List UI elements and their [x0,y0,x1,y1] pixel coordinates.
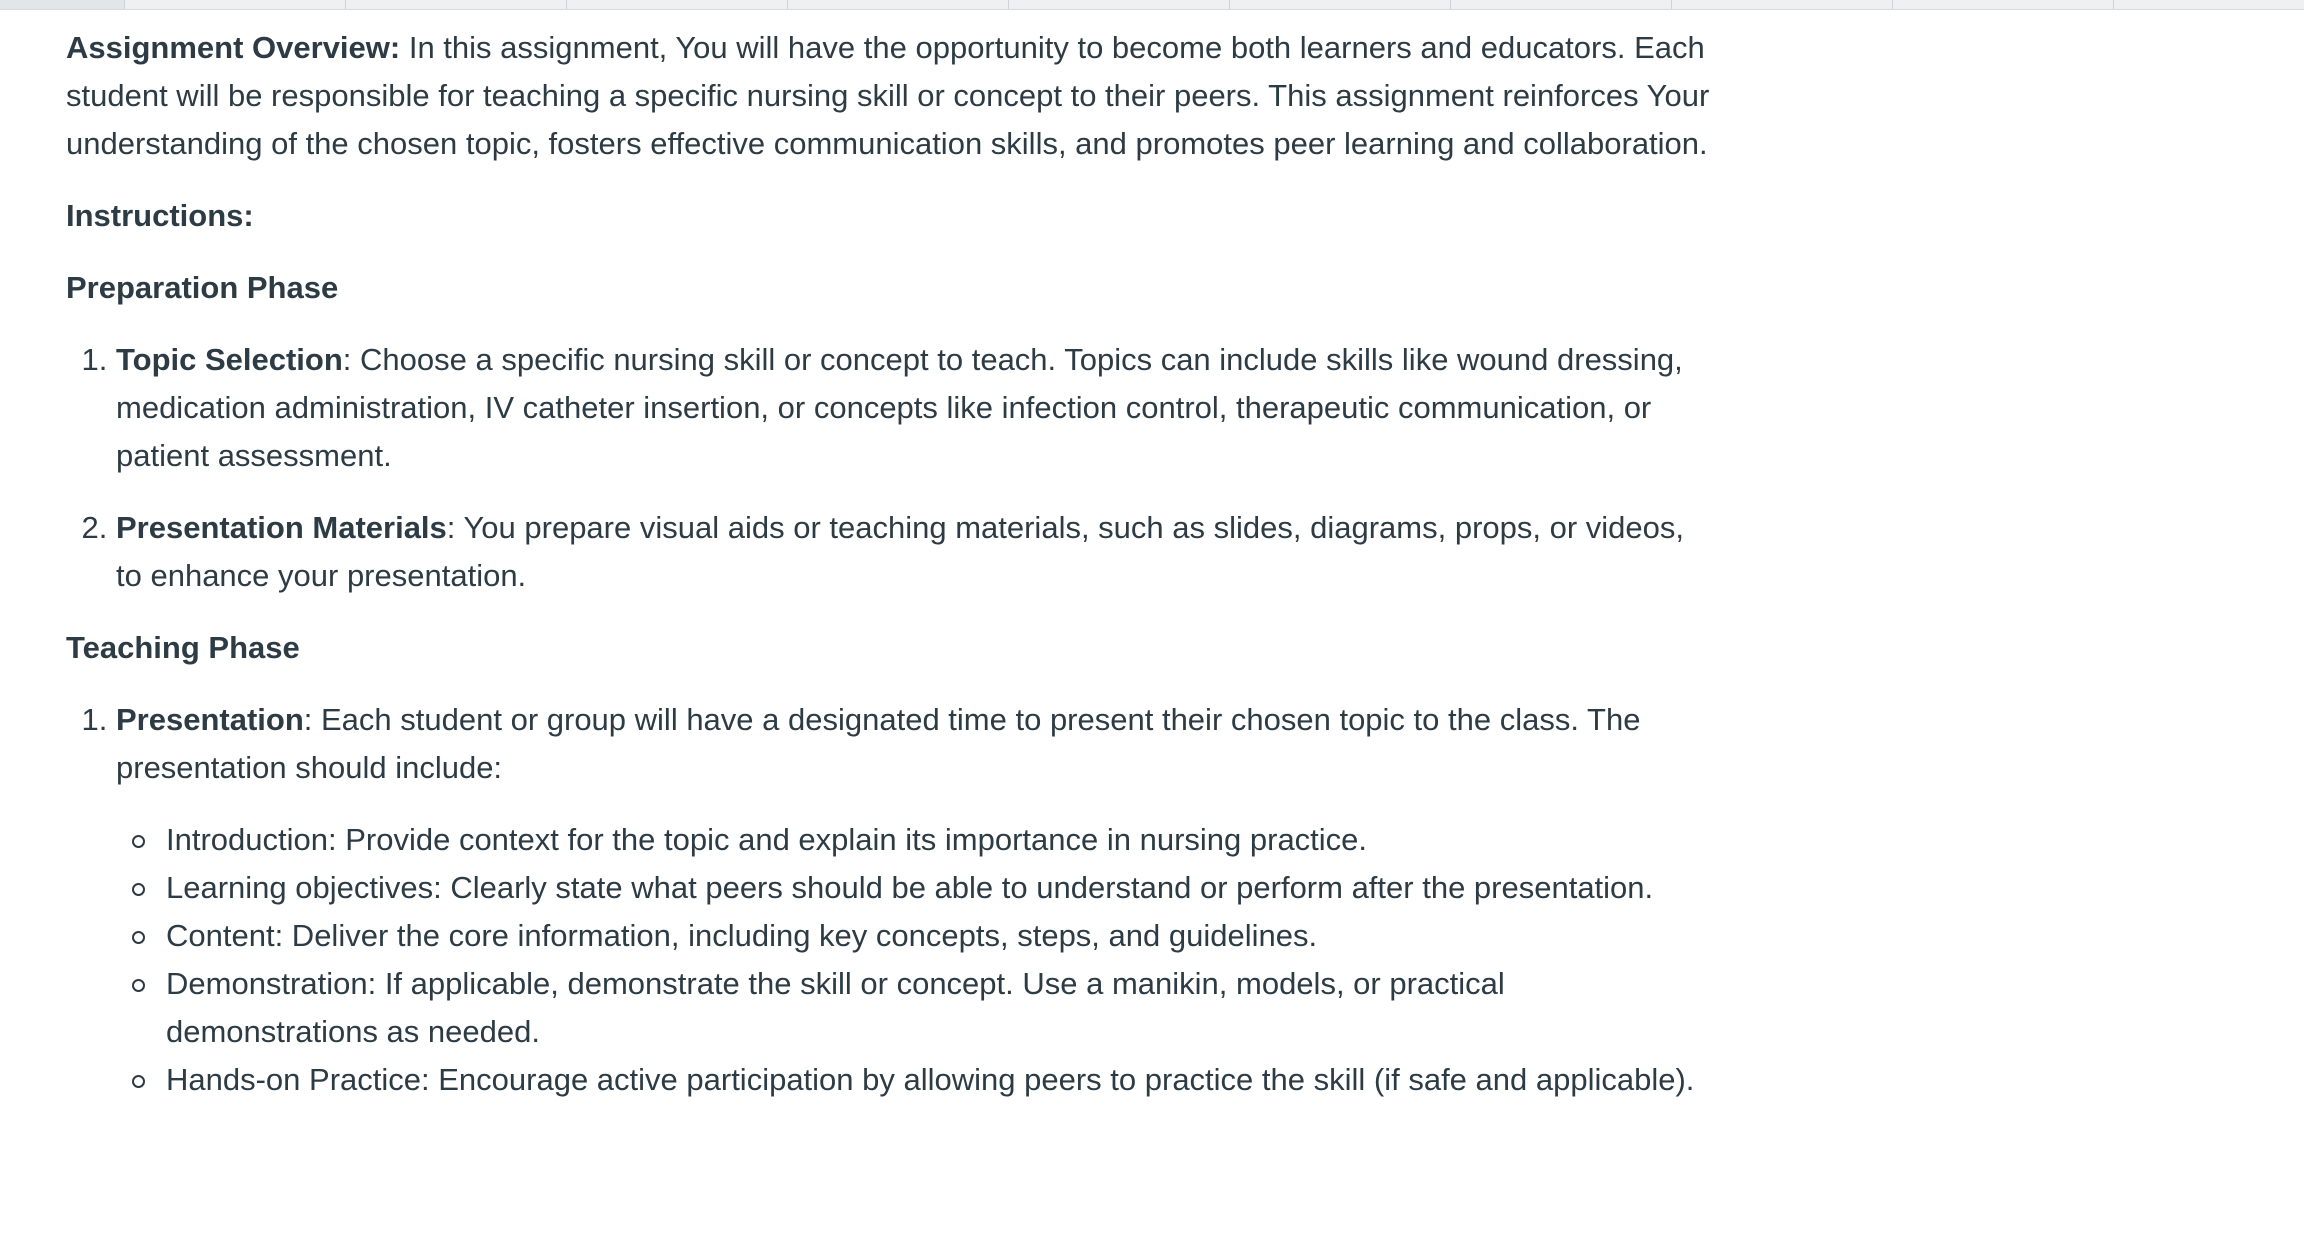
assignment-description [66,24,1716,1128]
item-text: : Choose a specific nursing skill or concept to teach. Topics can include skills like wound dressing, medication administration, IV catheter insertion, or concepts like infection control, therapeutic communication, or patient assessment. [116,342,1683,473]
top-tab-strip [0,0,2304,10]
overview-label: Assignment Overview: [66,30,401,65]
list-item [116,504,1716,600]
assignment-overview [66,24,1716,168]
tab-segment[interactable] [125,0,346,9]
item-label: Presentation [116,702,304,737]
item-text: : You prepare visual aids or teaching materials, such as slides, diagrams, props, or videos, to enhance your presentation. [116,510,1684,593]
tab-segment[interactable] [1893,0,2114,9]
tab-segment[interactable] [567,0,788,9]
teaching-phase-heading: Teaching Phase [66,630,300,665]
list-item [116,696,1716,1104]
sub-list-item: Hands-on Practice: Encourage active participation by allowing peers to practice the skill (if safe and applicable). [166,1056,1716,1104]
teaching-list [66,696,1716,1104]
tab-segment[interactable] [788,0,1009,9]
item-text: : Each student or group will have a designated time to present their chosen topic to the class. The presentation should include: [116,702,1641,785]
preparation-phase-heading: Preparation Phase [66,270,339,305]
sub-list-item: Demonstration: If applicable, demonstrate the skill or concept. Use a manikin, models, or practical demonstrations as needed. [166,960,1716,1056]
tab-segment[interactable] [1451,0,1672,9]
tab-segment[interactable] [1230,0,1451,9]
list-item [116,336,1716,480]
preparation-list [66,336,1716,600]
presentation-subitems [116,816,1716,1104]
tab-segment[interactable] [0,0,125,9]
sub-list-item: Content: Deliver the core information, including key concepts, steps, and guidelines. [166,912,1716,960]
item-label: Topic Selection [116,342,343,377]
sub-list-item: Introduction: Provide context for the topic and explain its importance in nursing practice. [166,816,1716,864]
overview-text: In this assignment, You will have the opportunity to become both learners and educators. Each student will be responsible for teaching a specific nursing skill or concept to their peers. This assignment reinforces Your understanding of the chosen topic, fosters effective communication skills, and promotes peer learning and collaboration. [66,30,1710,161]
tab-segment[interactable] [1672,0,1893,9]
tab-segment[interactable] [346,0,567,9]
tab-segment[interactable] [1009,0,1230,9]
item-label: Presentation Materials [116,510,447,545]
sub-list-item: Learning objectives: Clearly state what peers should be able to understand or perform after the presentation. [166,864,1716,912]
instructions-heading: Instructions: [66,198,254,233]
